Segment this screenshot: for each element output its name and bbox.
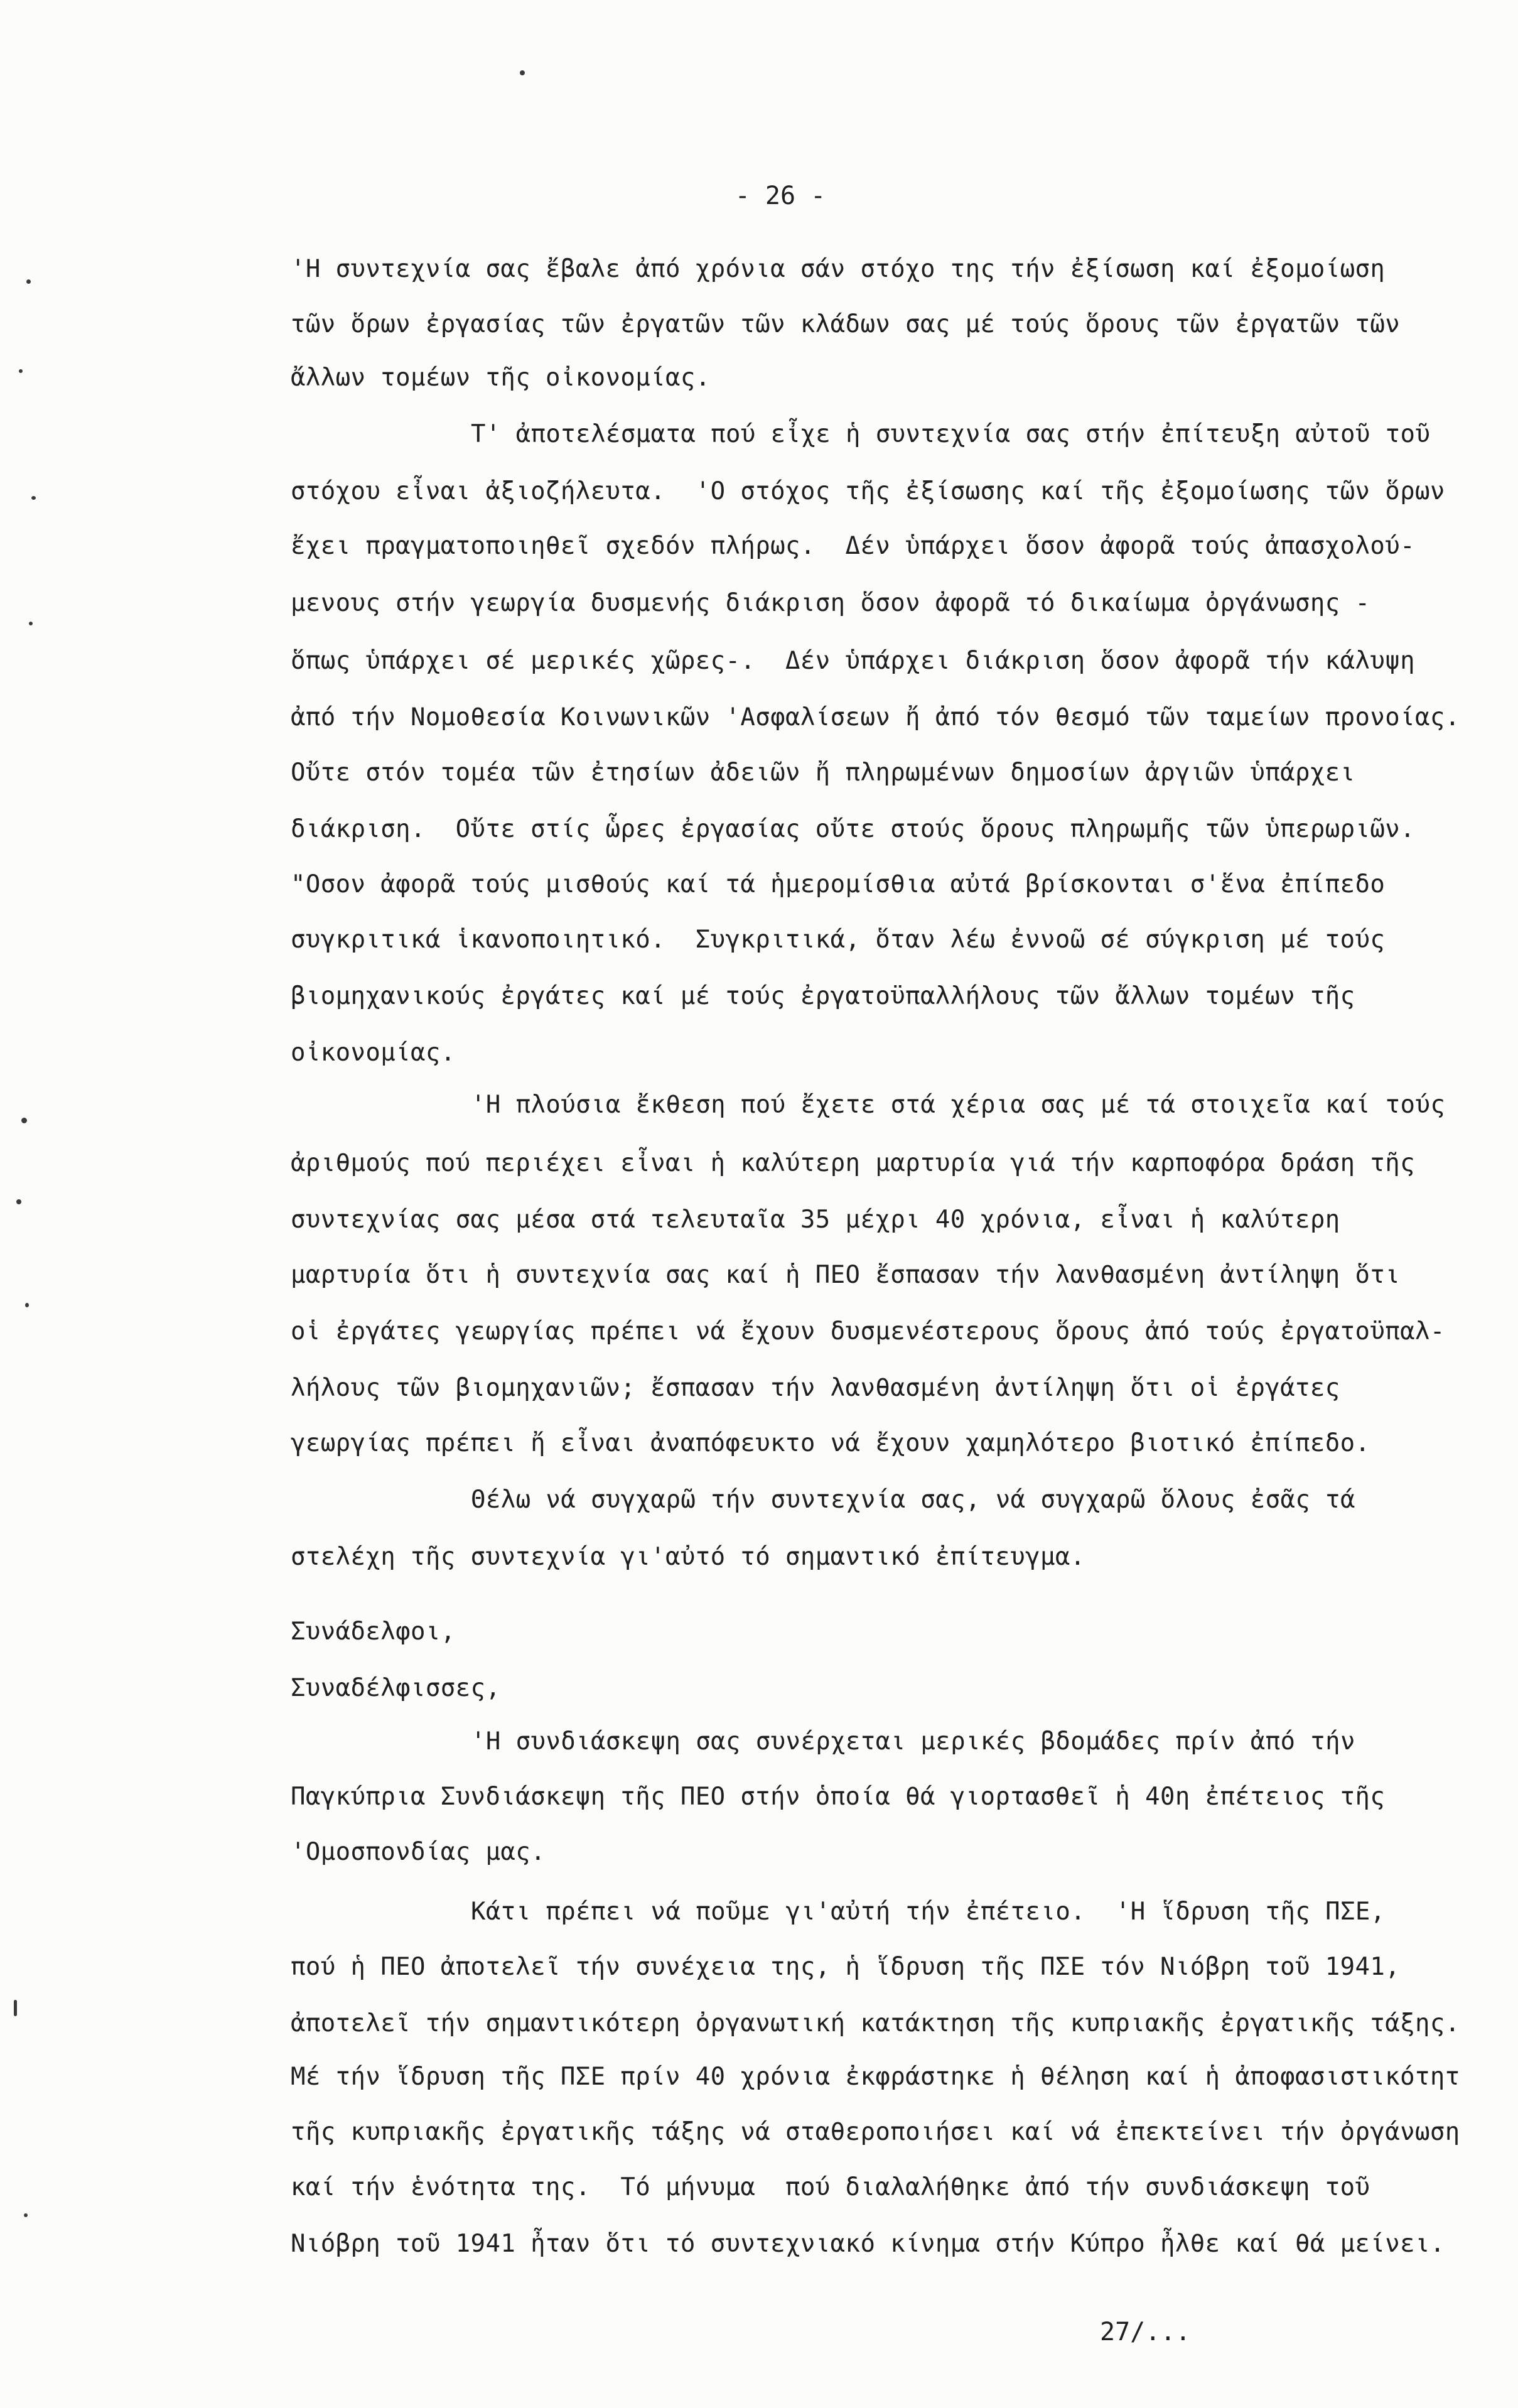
text-line: μενους στήν γεωργία δυσμενής διάκριση ὅσον ἀφορᾶ τό δικαίωμα ὀργάνωσης -	[291, 589, 1370, 617]
text-line: ὅπως ὑπάρχει σέ μερικές χῶρες-. Δέν ὑπάρχει διάκριση ὅσον ἀφορᾶ τήν κάλυψη	[291, 647, 1415, 675]
text-line: ἄλλων τομέων τῆς οἰκονομίας.	[291, 364, 711, 392]
text-line: Συνάδελφοι,	[291, 1617, 456, 1646]
scan-speck	[14, 2000, 17, 2016]
scan-speck	[31, 496, 36, 500]
text-line: διάκριση. Οὔτε στίς ὧρες ἐργασίας οὔτε στούς ὅρους πληρωμῆς τῶν ὑπερωριῶν.	[291, 815, 1415, 843]
text-line: οἰκονομίας.	[291, 1039, 456, 1067]
text-line: οἱ ἐργάτες γεωργίας πρέπει νά ἔχουν δυσμενέστερους ὅρους ἀπό τούς ἐργατοϋπαλ-	[291, 1317, 1445, 1346]
text-line: λήλους τῶν βιομηχανιῶν; ἔσπασαν τήν λανθασμένη ἀντίληψη ὅτι οἱ ἐργάτες	[291, 1374, 1340, 1402]
text-line: Νιόβρη τοῦ 1941 ἦταν ὅτι τό συντεχνιακό κίνημα στήν Κύπρο ἦλθε καί θά μείνει.	[291, 2230, 1445, 2258]
text-line: 'Ομοσπονδίας μας.	[291, 1838, 546, 1866]
text-line: γεωργίας πρέπει ἤ εἶναι ἀναπόφευκτο νά ἔχουν χαμηλότερο βιοτικό ἐπίπεδο.	[291, 1429, 1370, 1457]
scan-speck	[29, 622, 33, 625]
text-line: τῶν ὅρων ἐργασίας τῶν ἐργατῶν τῶν κλάδων σας μέ τούς ὅρους τῶν ἐργατῶν τῶν	[291, 310, 1401, 338]
text-line: συγκριτικά ἱκανοποιητικό. Συγκριτικά, ὅταν λέω ἐννοῶ σέ σύγκριση μέ τούς	[291, 926, 1386, 954]
text-line: Μέ τήν ἵδρυση τῆς ΠΣΕ πρίν 40 χρόνια ἐκφράστηκε ἡ θέληση καί ἡ ἀποφασιστικότητ	[291, 2063, 1460, 2091]
scan-speck	[25, 1303, 29, 1307]
scan-speck	[24, 2213, 28, 2217]
page-number: - 26 -	[735, 181, 826, 210]
text-line: Συναδέλφισσες,	[291, 1674, 501, 1702]
text-line: "Οσον ἀφορᾶ τούς μισθούς καί τά ἡμερομίσθια αὐτά βρίσκονται σ'ἕνα ἐπίπεδο	[291, 870, 1386, 899]
text-line: τῆς κυπριακῆς ἐργατικῆς τάξης νά σταθεροποιήσει καί νά ἐπεκτείνει τήν ὀργάνωση	[291, 2118, 1460, 2146]
text-line: ἀποτελεῖ τήν σημαντικότερη ὀργανωτική κατάκτηση τῆς κυπριακῆς ἐργατικῆς τάξης.	[291, 2009, 1460, 2038]
scan-speck	[520, 70, 525, 75]
text-line: Οὔτε στόν τομέα τῶν ἐτησίων ἀδειῶν ἤ πληρωμένων δημοσίων ἀργιῶν ὑπάρχει	[291, 759, 1355, 787]
text-line: συντεχνίας σας μέσα στά τελευταῖα 35 μέχρι 40 χρόνια, εἶναι ἡ καλύτερη	[291, 1206, 1340, 1234]
text-line: Παγκύπρια Συνδιάσκεψη τῆς ΠΕΟ στήν ὁποία θά γιορτασθεῖ ἡ 40η ἐπέτειος τῆς	[291, 1783, 1386, 1811]
text-line: βιομηχανικούς ἐργάτες καί μέ τούς ἐργατοϋπαλλήλους τῶν ἄλλων τομέων τῆς	[291, 982, 1355, 1010]
text-line: 'Η πλούσια ἔκθεση πού ἔχετε στά χέρια σας μέ τά στοιχεῖα καί τούς	[471, 1091, 1446, 1119]
continuation-marker: 27/...	[1100, 2318, 1191, 2346]
text-line: στόχου εἶναι ἀξιοζήλευτα. 'Ο στόχος τῆς ἐξίσωσης καί τῆς ἐξομοίωσης τῶν ὅρων	[291, 477, 1445, 505]
text-line: 'Η συνδιάσκεψη σας συνέρχεται μερικές βδομάδες πρίν ἀπό τήν	[471, 1727, 1355, 1756]
text-line: 'Η συντεχνία σας ἔβαλε ἀπό χρόνια σάν στόχο της τήν ἐξίσωση καί ἐξομοίωση	[291, 255, 1386, 283]
text-line: ἔχει πραγματοποιηθεῖ σχεδόν πλήρως. Δέν ὑπάρχει ὅσον ἀφορᾶ τούς ἀπασχολού-	[291, 532, 1415, 560]
text-line: ἀριθμούς πού περιέχει εἶναι ἡ καλύτερη μαρτυρία γιά τήν καρποφόρα δράση τῆς	[291, 1149, 1415, 1177]
text-line: καί τήν ἑνότητα της. Τό μήνυμα πού διαλαλήθηκε ἀπό τήν συνδιάσκεψη τοῦ	[291, 2173, 1370, 2201]
text-line: Τ' ἀποτελέσματα πού εἶχε ἡ συντεχνία σας στήν ἐπίτευξη αὐτοῦ τοῦ	[471, 420, 1431, 448]
text-line: ἀπό τήν Νομοθεσία Κοινωνικῶν 'Ασφαλίσεων ἤ ἀπό τόν θεσμό τῶν ταμείων προνοίας.	[291, 703, 1460, 732]
text-line: πού ἡ ΠΕΟ ἀποτελεῖ τήν συνέχεια της, ἡ ἵδρυση τῆς ΠΣΕ τόν Νιόβρη τοῦ 1941,	[291, 1953, 1401, 1981]
text-line: Θέλω νά συγχαρῶ τήν συντεχνία σας, νά συγχαρῶ ὅλους ἐσᾶς τά	[471, 1486, 1355, 1514]
text-line: στελέχη τῆς συντεχνία γι'αὐτό τό σημαντικό ἐπίτευγμα.	[291, 1543, 1085, 1571]
text-line: μαρτυρία ὅτι ἡ συντεχνία σας καί ἡ ΠΕΟ ἔσπασαν τήν λανθασμένη ἀντίληψη ὅτι	[291, 1261, 1401, 1289]
scan-speck	[16, 1199, 21, 1204]
scan-speck	[19, 369, 23, 373]
scan-speck	[26, 279, 31, 284]
scan-speck	[21, 1118, 27, 1123]
text-line: Κάτι πρέπει νά ποῦμε γι'αὐτή τήν ἐπέτειο. 'Η ἵδρυση τῆς ΠΣΕ,	[471, 1898, 1386, 1926]
